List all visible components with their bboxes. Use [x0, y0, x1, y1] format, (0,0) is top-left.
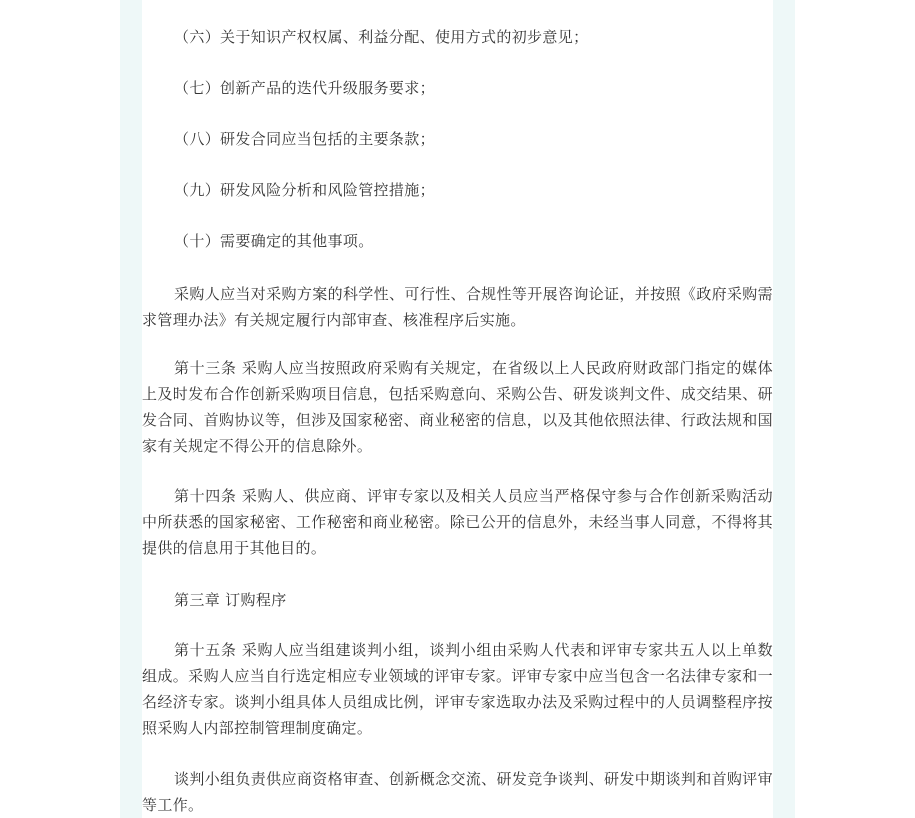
chapter-3-heading: 第三章 订购程序	[174, 591, 287, 609]
list-item-8: （八）研发合同应当包括的主要条款；	[174, 130, 435, 148]
paragraph-article-13: 第十三条 采购人应当按照政府采购有关规定，在省级以上人民政府财政部门指定的媒体上及时发布合作创新采购项目信息，包括采购意向、采购公告、研发谈判文件、成交结果、研发合同、首购协议等，但涉及国家秘密、商业秘密的信息，以及其他依照法律、行政法规和国家有关规定不得公开的信息除外。	[142, 359, 773, 455]
article-body	[142, 0, 773, 818]
paragraph-procurement-plan: 采购人应当对采购方案的科学性、可行性、合规性等开展咨询论证，并按照《政府采购需求管理办法》有关规定履行内部审查、核准程序后实施。	[142, 285, 773, 329]
right-margin-band	[773, 0, 795, 818]
list-item-10: （十）需要确定的其他事项。	[174, 232, 374, 250]
list-item-7: （七）创新产品的迭代升级服务要求；	[174, 79, 435, 97]
list-item-6: （六）关于知识产权权属、利益分配、使用方式的初步意见；	[174, 28, 589, 46]
paragraph-negotiation-team-duties: 谈判小组负责供应商资格审查、创新概念交流、研发竞争谈判、研发中期谈判和首购评审等工作。	[142, 770, 773, 814]
paragraph-article-14: 第十四条 采购人、供应商、评审专家以及相关人员应当严格保守参与合作创新采购活动中所获悉的国家秘密、工作秘密和商业秘密。除已公开的信息外，未经当事人同意，不得将其提供的信息用于其他目的。	[142, 487, 773, 557]
left-margin-band	[120, 0, 142, 818]
list-item-9: （九）研发风险分析和风险管控措施；	[174, 181, 435, 199]
paragraph-article-15: 第十五条 采购人应当组建谈判小组，谈判小组由采购人代表和评审专家共五人以上单数组成。采购人应当自行选定相应专业领域的评审专家。评审专家中应当包含一名法律专家和一名经济专家。谈判小组具体人员组成比例，评审专家选取办法及采购过程中的人员调整程序按照采购人内部控制管理制度确定。	[142, 641, 773, 737]
